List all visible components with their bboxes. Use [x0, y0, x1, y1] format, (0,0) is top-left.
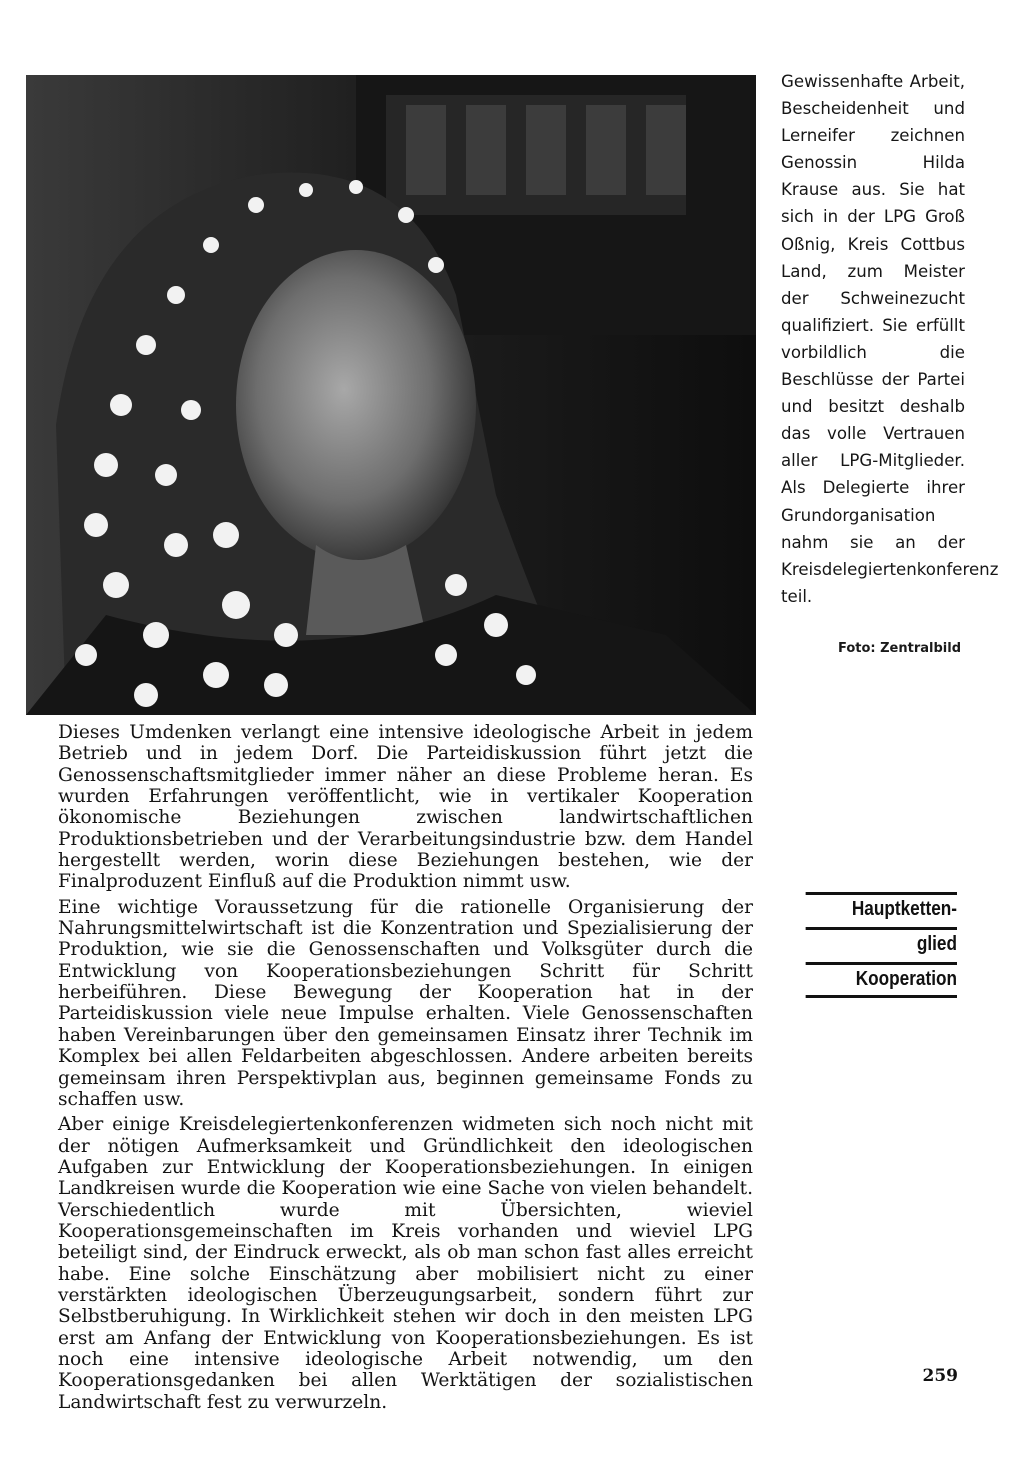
side-heading-line: Hauptketten- [806, 892, 957, 921]
side-heading-line: glied [806, 927, 957, 956]
article-body [58, 722, 753, 1417]
page-number: 259 [922, 1366, 958, 1386]
side-heading-line: Kooperation [806, 962, 957, 998]
portrait-photo-icon [26, 75, 756, 715]
photo-caption [781, 68, 999, 610]
paragraph: Aber einige Kreisdelegiertenkonferenzen widmeten sich noch nicht mit der nötigen Aufmerksamkeit und Gründlichkeit den ideologischen Aufgaben zur Entwicklung der Kooperationsbeziehungen. In einigen Landkreisen wurde die Kooperation wie eine Sache von vielen behandelt. Verschiedentlich wurde mit Übersichten, wieviel Kooperationsgemeinschaften im Kreis vorhanden und wieviel LPG beteiligt sind, der Eindruck erweckt, als ob man schon fast alles erreicht habe. Eine solche Einschätzung aber mobilisiert nicht zu einer verstärkten ideologischen Überzeugungsarbeit, sondern führt zur Selbstberuhigung. In Wirklichkeit stehen wir doch in den meisten LPG erst am Anfang der Entwicklung von Kooperationsbeziehungen. Es ist noch eine intensive ideologische Arbeit notwendig, um den Kooperationsgedanken bei allen Werktätigen der sozialistischen Landwirtschaft fest zu verwurzeln. [58, 1114, 753, 1413]
caption-text: Gewissenhafte Arbeit, Bescheidenheit und Lerneifer zeichnen Genossin Hilda Krause aus. Sie hat sich in der LPG Groß Oßnig, Kreis Cottbus Land, zum Meister der Schweinezucht qualifiziert. Sie erfüllt vorbildlich die Beschlüsse der Partei und besitzt deshalb das volle Vertrauen aller LPG-Mitglieder. Als Delegierte ihrer Grundorganisation nahm sie an der Kreisdelegiertenkonferenz teil. [781, 72, 999, 606]
side-heading [806, 892, 957, 1004]
photo-credit: Foto: Zentralbild [837, 641, 961, 656]
portrait-photo [26, 75, 756, 715]
paragraph: Eine wichtige Voraussetzung für die rationelle Organisierung der Nahrungsmittelwirtschaft ist die Konzentration und Spezialisierung der Produktion, wie sie die Genossenschaften und Volksgüter durch die Entwicklung von Kooperationsbeziehungen Schritt für Schritt herbeiführen. Diese Bewegung der Kooperation hat in der Parteidiskussion viele neue Impulse erhalten. Viele Genossenschaften haben Vereinbarungen über den gemeinsamen Einsatz ihrer Technik im Komplex bei allen Feldarbeiten abgeschlossen. Andere arbeiten bereits gemeinsam ihren Perspektivplan aus, beginnen gemeinsame Fonds zu schaffen usw. [58, 896, 753, 1110]
paragraph: Dieses Umdenken verlangt eine intensive ideologische Arbeit in jedem Betrieb und in jedem Dorf. Die Parteidiskussion führt jetzt die Genossenschaftsmitglieder immer näher an diese Probleme heran. Es wurden Erfahrungen veröffentlicht, wie in vertikaler Kooperation ökonomische Beziehungen zwischen landwirtschaftlichen Produktionsbetrieben und der Verarbeitungsindustrie bzw. dem Handel hergestellt werden, worin diese Beziehungen bestehen, wie der Finalproduzent Einfluß auf die Produktion nimmt usw. [58, 722, 753, 893]
